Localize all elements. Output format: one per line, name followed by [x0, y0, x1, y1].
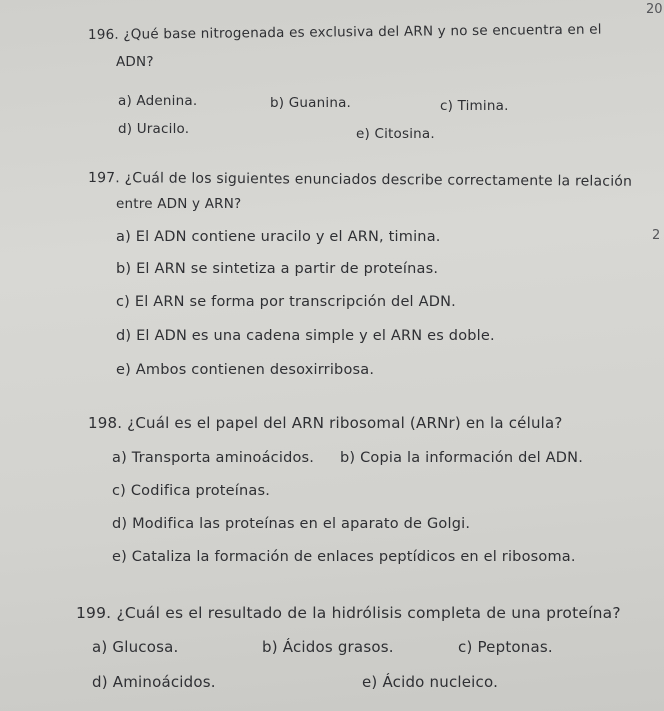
- question-196-text-line1: 196. ¿Qué base nitrogenada es exclusiva del ARN y no se encuentra en el: [87, 21, 602, 43]
- question-198-option-e: e) Cataliza la formación de enlaces peptídicos en el ribosoma.: [112, 549, 576, 565]
- question-199-option-b: b) Ácidos grasos.: [262, 638, 394, 656]
- question-196-option-a: a) Adenina.: [118, 93, 198, 109]
- question-199-option-a: a) Glucosa.: [92, 638, 179, 656]
- question-198-option-d: d) Modifica las proteínas en el aparato de Golgi.: [112, 516, 471, 532]
- question-199-option-d: d) Aminoácidos.: [92, 673, 216, 691]
- question-197-option-d: d) El ADN es una cadena simple y el ARN es doble.: [116, 328, 495, 344]
- question-197-option-e: e) Ambos contienen desoxirribosa.: [116, 362, 375, 378]
- question-198-option-a: a) Transporta aminoácidos.: [112, 450, 315, 466]
- question-196-option-b: b) Guanina.: [270, 95, 352, 111]
- question-196-option-d: d) Uracilo.: [118, 121, 190, 137]
- question-198-option-c: c) Codifica proteínas.: [112, 483, 271, 499]
- question-197-text-line1: 197. ¿Cuál de los siguientes enunciados describe correctamente la relación: [87, 170, 633, 190]
- margin-fragment: 2: [652, 228, 661, 243]
- question-197-text-line2: entre ADN y ARN?: [116, 196, 242, 212]
- question-197-option-c: c) El ARN se forma por transcripción del ADN.: [116, 294, 456, 310]
- question-196-option-e: e) Citosina.: [356, 126, 435, 142]
- question-199-text: 199. ¿Cuál es el resultado de la hidrólisis completa de una proteína?: [76, 604, 621, 622]
- question-199-option-e: e) Ácido nucleico.: [362, 673, 499, 691]
- question-199-option-c: c) Peptonas.: [458, 638, 553, 656]
- question-196-option-c: c) Timina.: [440, 98, 509, 114]
- question-198-option-b: b) Copia la información del ADN.: [340, 450, 584, 466]
- question-196-text-line2: ADN?: [116, 54, 154, 70]
- question-197-option-b: b) El ARN se sintetiza a partir de proteínas.: [116, 261, 439, 277]
- question-197-option-a: a) El ADN contiene uracilo y el ARN, timina.: [116, 229, 441, 245]
- page-number-fragment: 20: [646, 2, 663, 17]
- question-198-text: 198. ¿Cuál es el papel del ARN ribosomal (ARNr) en la célula?: [88, 414, 563, 432]
